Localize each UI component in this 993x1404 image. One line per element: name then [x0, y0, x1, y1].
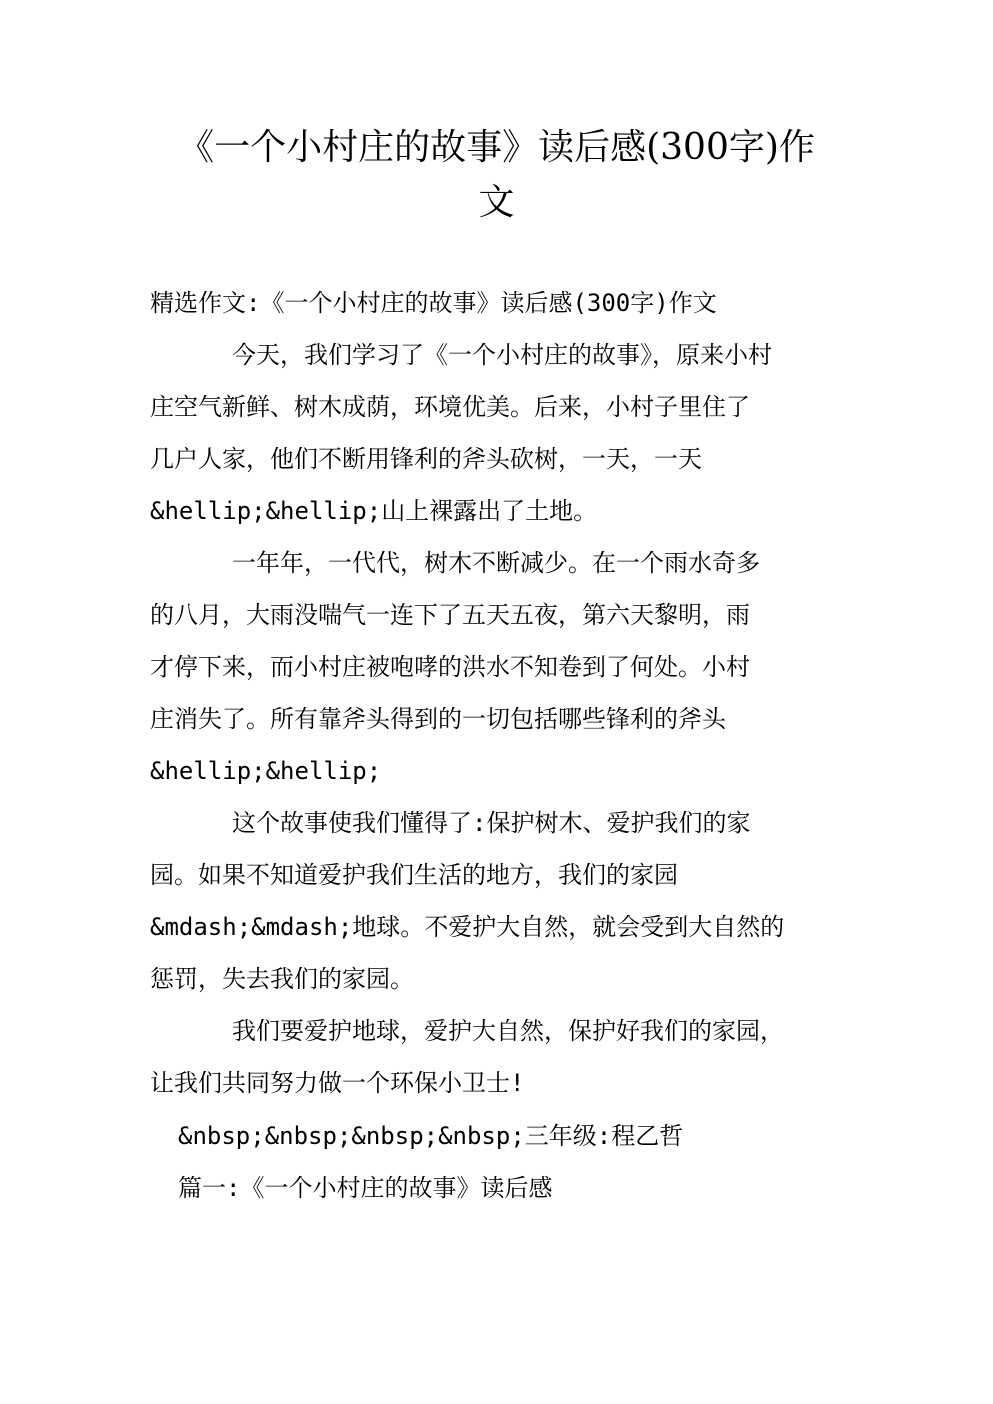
paragraph-2-line-3: 才停下来，而小村庄被咆哮的洪水不知卷到了何处。小村 [150, 653, 750, 681]
title-line-2: 文 [478, 182, 515, 223]
title-line-1: 《一个小村庄的故事》读后感(300字)作 [178, 127, 815, 168]
paragraph-2-line-5: &hellip;&hellip; [150, 757, 382, 785]
paragraph-1-line-3: 几户人家，他们不断用锋利的斧头砍树，一天，一天 [150, 445, 702, 473]
paragraph-2-line-1: 一年年，一代代，树木不断减少。在一个雨水奇多 [232, 549, 760, 577]
document-title [140, 120, 853, 230]
paragraph-2-line-2: 的八月，大雨没喘气一连下了五天五夜，第六天黎明，雨 [150, 601, 750, 629]
author-line: &nbsp;&nbsp;&nbsp;&nbsp;三年级:程乙哲 [178, 1122, 684, 1150]
paragraph-2-line-4: 庄消失了。所有靠斧头得到的一切包括哪些锋利的斧头 [150, 705, 726, 733]
next-article-heading: 篇一:《一个小村庄的故事》读后感 [178, 1174, 553, 1202]
paragraph-4-line-2: 让我们共同努力做一个环保小卫士! [150, 1069, 525, 1097]
paragraph-4-line-1: 我们要爱护地球，爱护大自然，保护好我们的家园， [232, 1017, 784, 1045]
paragraph-1-line-2: 庄空气新鲜、树木成荫，环境优美。后来，小村子里住了 [150, 393, 750, 421]
paragraph-3-line-1: 这个故事使我们懂得了:保护树木、爱护我们的家 [232, 809, 751, 837]
paragraph-3-line-3: &mdash;&mdash;地球。不爱护大自然，就会受到大自然的 [150, 913, 785, 941]
paragraph-3-line-2: 园。如果不知道爱护我们生活的地方，我们的家园 [150, 861, 678, 889]
paragraph-1-line-4: &hellip;&hellip;山上裸露出了土地。 [150, 497, 598, 525]
paragraph-3-line-4: 惩罚，失去我们的家园。 [150, 965, 414, 993]
intro-line: 精选作文:《一个小村庄的故事》读后感(300字)作文 [150, 289, 717, 317]
paragraph-1-line-1: 今天，我们学习了《一个小村庄的故事》，原来小村 [232, 341, 772, 369]
